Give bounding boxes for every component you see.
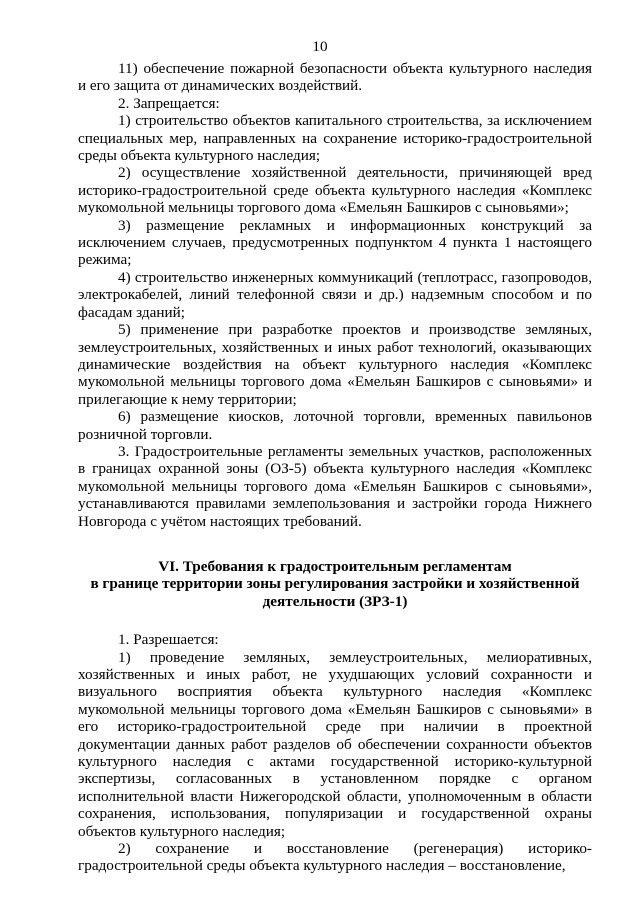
paragraph-allowed-1: 1) проведение земляных, землеустроительных, мелиоративных, хозяйственных и иных работ, не ухудшающих условий сохранности и визуального восприятия объекта культурного наследия «Комплекс мукомольной мельницы торгового дома «Емельян Башкиров с сыновьями» в его историко-градостроительной среде при наличии в проектной документации данных работ разделов об обеспечении сохранности объектов культурного наследия с актами государственной историко-культурной экспертизы, согласованных в установленном порядке с органом исполнительной власти Нижегородской области, уполномоченным в области сохранения, использования, популяризации и государственной охраны объектов культурного наследия; — [78, 648, 592, 840]
paragraph-prohibited-3: 3) размещение рекламных и информационных конструкций за исключением случаев, предусмотренных подпунктом 4 пункта 1 настоящего режима; — [78, 216, 592, 269]
paragraph-prohibited-1: 1) строительство объектов капитального строительства, за исключением специальных мер, направленных на сохранение историко-градостроительной среды объекта культурного наследия; — [78, 112, 592, 165]
paragraph-allowed-2: 2) сохранение и восстановление (регенерация) историко-градостроительной среды объекта культурного наследия – восстановление, — [78, 840, 592, 875]
section-heading — [78, 558, 592, 610]
paragraph-allowed: 1. Разрешается: — [118, 631, 219, 649]
paragraph-prohibited-4: 4) строительство инженерных коммуникаций (теплотрасс, газопроводов, электрокабелей, линий телефонной связи и др.) надземным способом и по фасадам зданий; — [78, 268, 592, 321]
paragraph-prohibited: 2. Запрещается: — [118, 94, 220, 112]
section-heading-line2: в границе территории зоны регулирования застройки и хозяйственной — [90, 575, 580, 593]
paragraph-prohibited-6: 6) размещение киосков, лоточной торговли, временных павильонов розничной торговли. — [78, 408, 592, 443]
section-heading-line3: деятельности (ЗРЗ-1) — [262, 592, 408, 610]
document-body — [78, 60, 592, 875]
paragraph-prohibited-2: 2) осуществление хозяйственной деятельности, причиняющей вред историко-градостроительной среде объекта культурного наследия «Комплекс мукомольной мельницы торгового дома «Емельян Башкиров с сыновьями»; — [78, 164, 592, 217]
paragraph-prohibited-5: 5) применение при разработке проектов и производстве земляных, землеустроительных, хозяйственных и иных работ технологий, оказывающих динамические воздействия на объект культурного наследия «Комплекс мукомольной мельницы торгового дома «Емельян Башкиров с сыновьями» и прилегающие к нему территории; — [78, 321, 592, 408]
page-number: 10 — [312, 38, 328, 55]
paragraph-regulations-3: 3. Градостроительные регламенты земельных участков, расположенных в границах охранной зоны (ОЗ-5) объекта культурного наследия «Комплекс мукомольной мельницы торгового дома «Емельян Башкиров с сыновьями», устанавливаются правилами землепользования и застройки города Нижнего Новгорода с учётом настоящих требований. — [78, 442, 592, 530]
section-heading-line1: VI. Требования к градостроительным регламентам — [158, 557, 512, 575]
paragraph-item-11: 11) обеспечение пожарной безопасности объекта культурного наследия и его защита от динамических воздействий. — [78, 60, 592, 95]
